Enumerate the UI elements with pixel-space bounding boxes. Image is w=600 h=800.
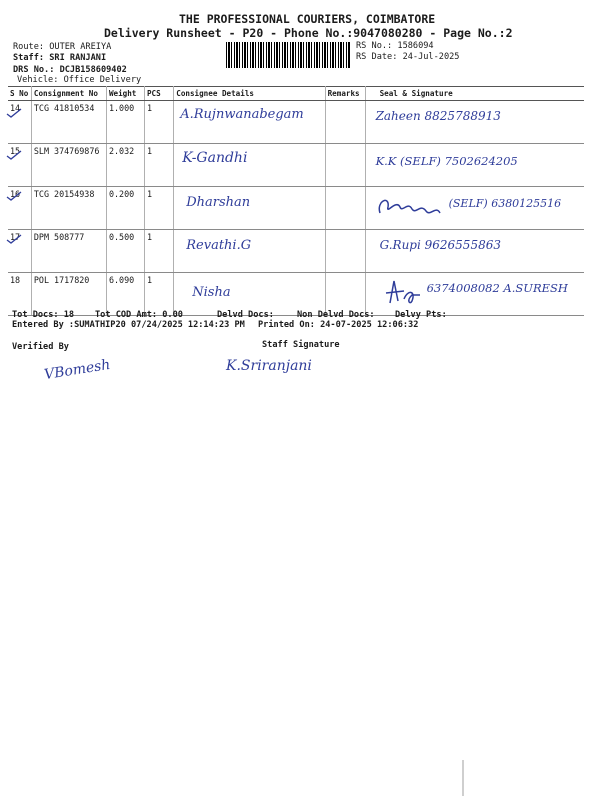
table-row (8, 230, 584, 273)
cell-consignee (174, 144, 325, 187)
cell-consignment: TCG 41810534 (31, 101, 106, 144)
cell-consignment: DPM 508777 (31, 230, 106, 273)
consignee-handwriting: Dharshan (186, 195, 251, 210)
cell-remarks (325, 187, 365, 230)
col-header-seal: Seal & Signature (365, 87, 584, 101)
seal-handwriting: (SELF) 6380125516 (448, 197, 562, 210)
cell-sno: 16 (8, 187, 31, 230)
staff-label: Staff: SRI RANJANI (13, 53, 107, 63)
cell-pcs: 1 (144, 144, 173, 187)
runsheet-subtitle: Delivery Runsheet - P20 - Phone No.:9047080280 - Page No.:2 (104, 26, 513, 40)
cell-sno: 15 (8, 144, 31, 187)
cell-sno: 14 (8, 101, 31, 144)
cell-consignee (174, 230, 325, 273)
printed-on: Printed On: 24-07-2025 12:06:32 (258, 320, 419, 330)
customer-signature-scribble (374, 193, 444, 223)
cell-seal (365, 230, 584, 273)
cell-consignment: SLM 374769876 (31, 144, 106, 187)
entered-by: Entered By :SUMATHIP20 07/24/2025 12:14:23 PM (12, 320, 245, 330)
col-header-consignment: Consignment No (31, 87, 106, 101)
col-header-sno: S No (8, 87, 31, 101)
cell-sno: 18 (8, 273, 31, 316)
table-row (8, 187, 584, 230)
delivery-points: Delvy Pts: (395, 310, 447, 320)
verifier-signature: VBomesh (43, 356, 112, 384)
cell-sno: 17 (8, 230, 31, 273)
consignee-handwriting: Nisha (192, 285, 231, 300)
check-mark-icon (6, 234, 22, 244)
rs-no-label: RS No.: 1586094 (356, 41, 434, 51)
cell-consignment: TCG 20154938 (31, 187, 106, 230)
drs-label: DRS No.: DCJB158609402 (13, 65, 127, 75)
total-cod-amount: Tot COD Amt: 0.00 (95, 310, 183, 320)
check-mark-icon (6, 191, 22, 201)
vehicle-label: Vehicle: Office Delivery (17, 75, 142, 85)
col-header-weight: Weight (106, 87, 144, 101)
seal-handwriting: K.K (SELF) 7502624205 (375, 154, 518, 168)
cell-weight: 2.032 (106, 144, 144, 187)
cell-weight: 0.200 (106, 187, 144, 230)
cell-pcs: 1 (144, 230, 173, 273)
cell-seal (365, 101, 584, 144)
cell-weight: 6.090 (106, 273, 144, 316)
table-row (8, 101, 584, 144)
barcode (226, 42, 350, 68)
cell-remarks (325, 101, 365, 144)
staff-handwritten-signature: K.Sriranjani (226, 358, 312, 374)
cell-weight: 1.000 (106, 101, 144, 144)
verified-by-label: Verified By (12, 342, 69, 352)
cell-pcs: 1 (144, 273, 173, 316)
runsheet-table (8, 86, 584, 316)
table-row (8, 144, 584, 187)
cell-consignee (174, 101, 325, 144)
cell-remarks (325, 230, 365, 273)
check-mark-icon (6, 108, 22, 118)
cell-pcs: 1 (144, 101, 173, 144)
consignee-handwriting: Revathi.G (186, 238, 252, 253)
cell-remarks (325, 144, 365, 187)
cell-seal (365, 144, 584, 187)
non-delivered-docs: Non Delvd Docs: (297, 310, 375, 320)
seal-handwriting: G.Rupi 9626555863 (379, 238, 501, 252)
company-title: THE PROFESSIONAL COURIERS, COIMBATORE (179, 12, 436, 26)
col-header-consignee: Consignee Details (174, 87, 325, 101)
table-header-row (8, 87, 584, 101)
scan-mark (462, 760, 464, 796)
consignee-handwriting: A.Rujnwanabegam (180, 107, 304, 122)
col-header-remarks: Remarks (325, 87, 365, 101)
cell-seal (365, 187, 584, 230)
rs-date-label: RS Date: 24-Jul-2025 (356, 52, 460, 62)
delivered-docs: Delvd Docs: (217, 310, 274, 320)
route-label: Route: OUTER AREIYA (13, 42, 112, 52)
cell-weight: 0.500 (106, 230, 144, 273)
cell-consignee (174, 187, 325, 230)
seal-handwriting: 6374008082 A.SURESH (426, 281, 568, 295)
consignee-handwriting: K-Gandhi (182, 150, 248, 166)
col-header-pcs: PCS (144, 87, 173, 101)
total-docs: Tot Docs: 18 (12, 310, 75, 320)
cell-consignment: POL 1717820 (31, 273, 106, 316)
check-mark-icon (6, 150, 22, 160)
cell-pcs: 1 (144, 187, 173, 230)
customer-signature-scribble (382, 277, 422, 309)
seal-handwriting: Zaheen 8825788913 (375, 109, 501, 123)
staff-signature-label: Staff Signature (262, 340, 340, 350)
